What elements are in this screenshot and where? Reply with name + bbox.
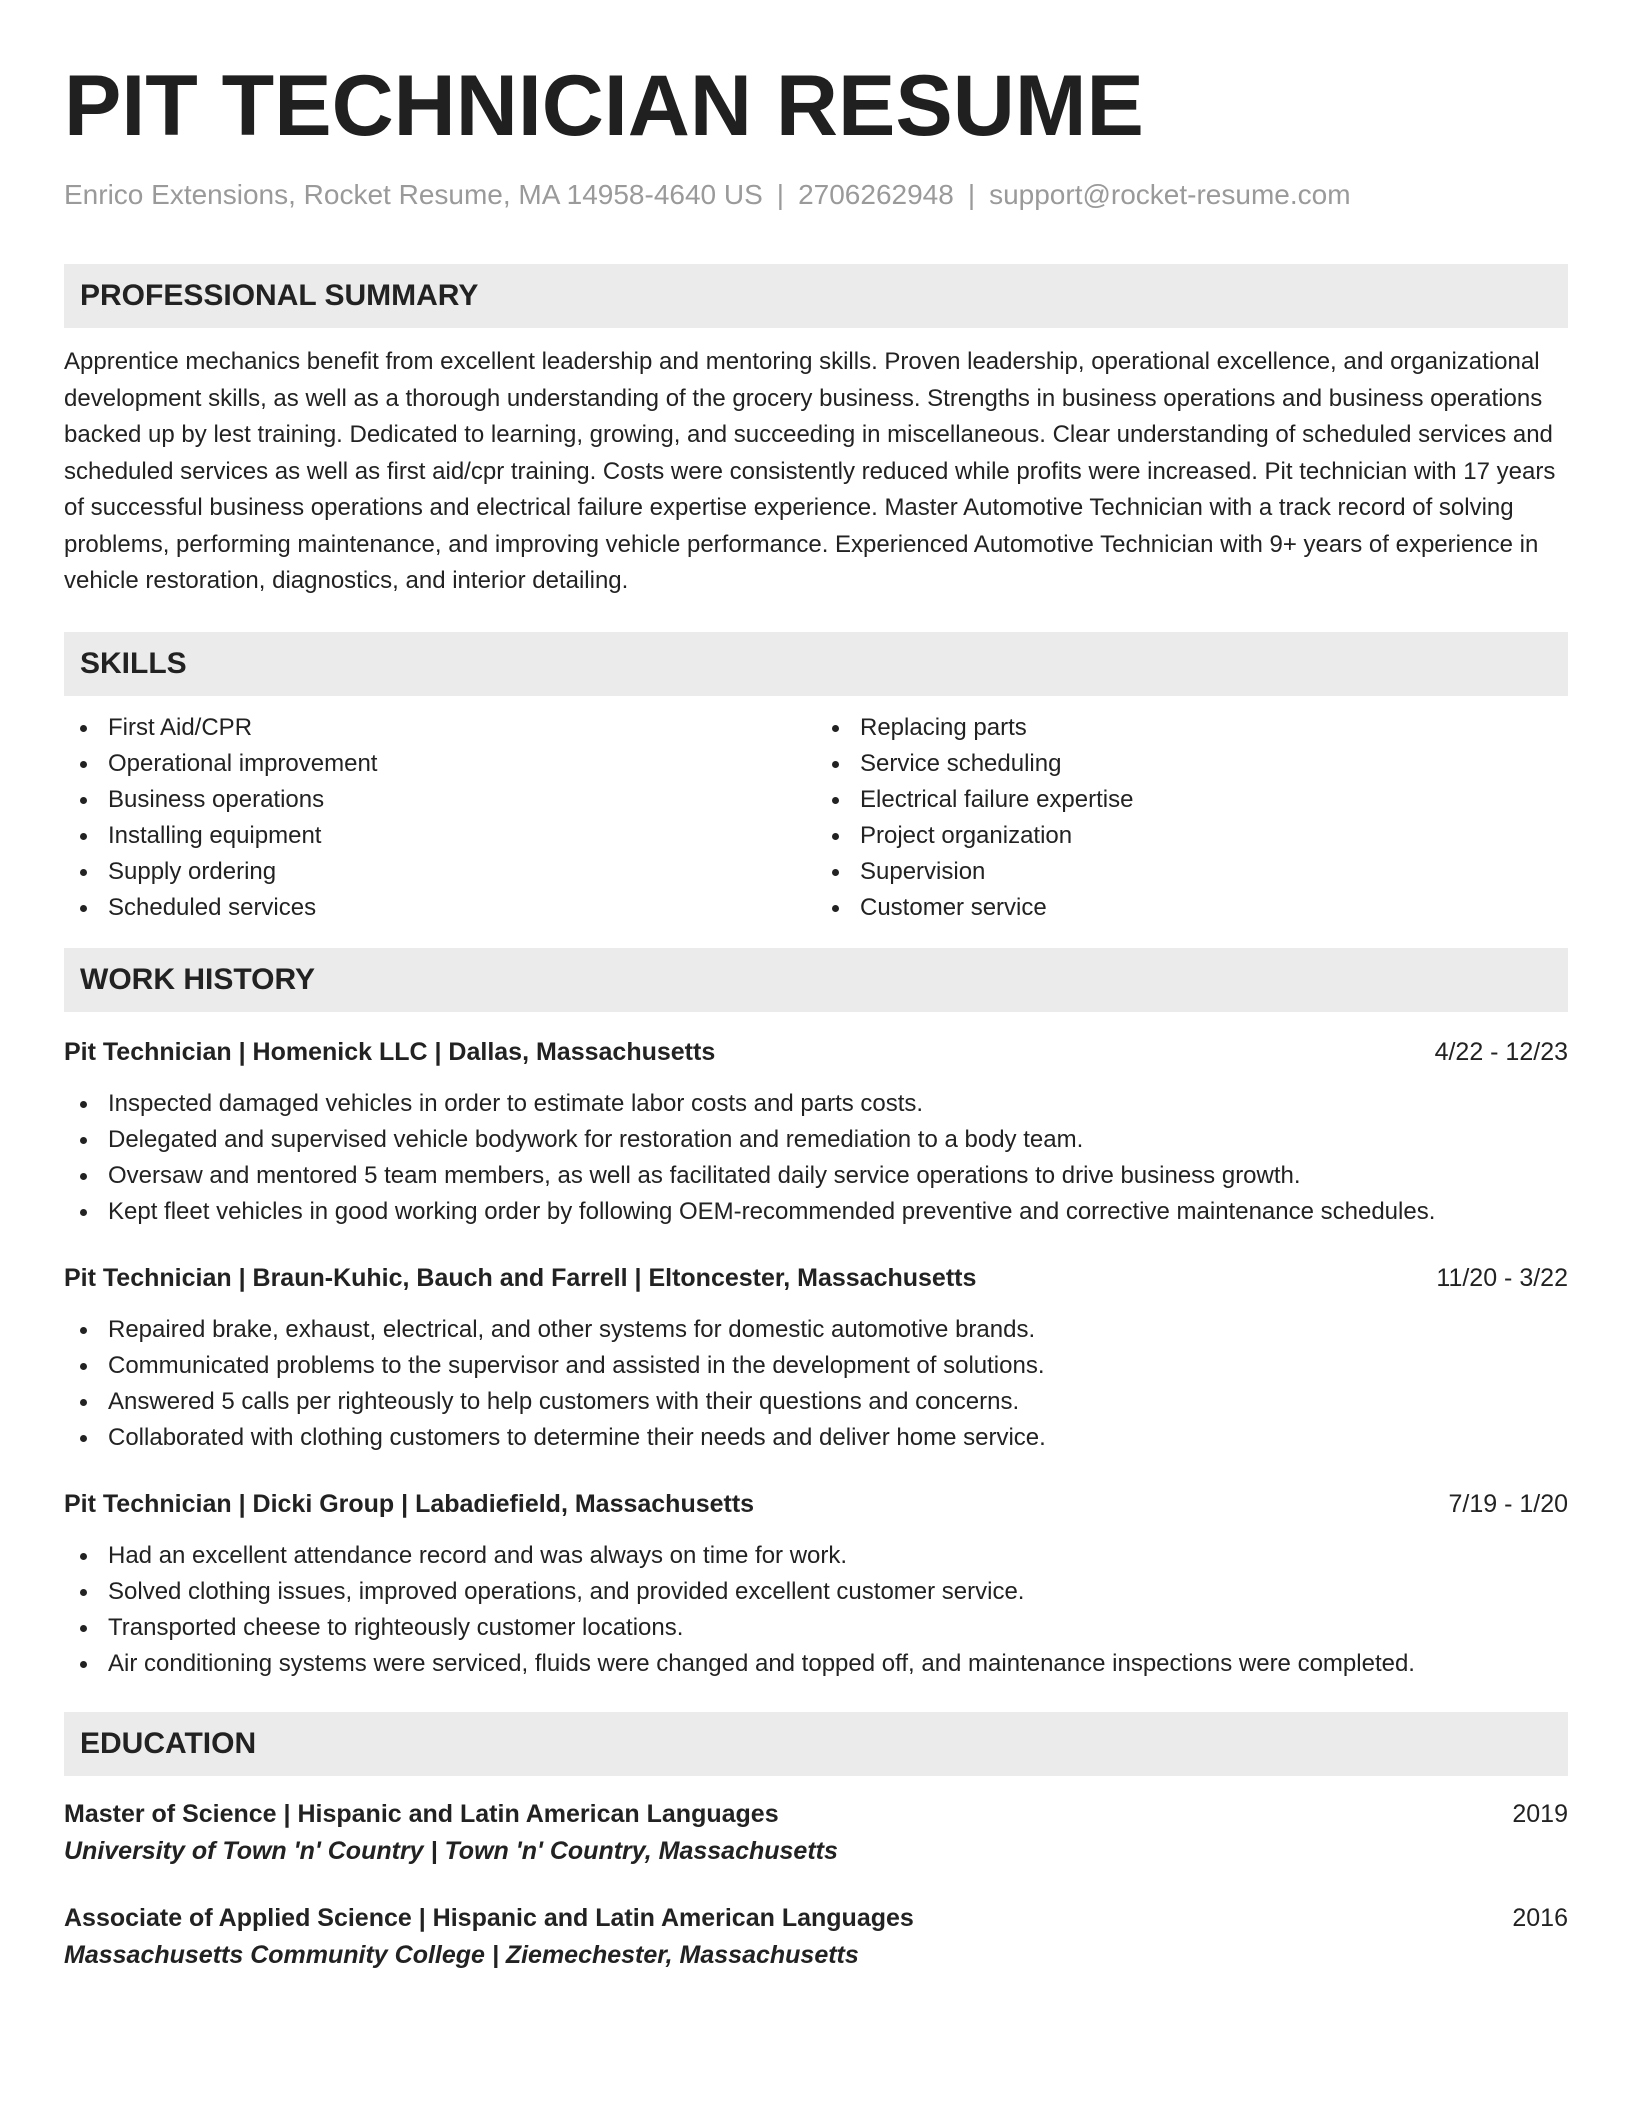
work-history-heading: WORK HISTORY <box>64 948 1568 1012</box>
skill-item: Supply ordering <box>64 854 816 890</box>
education-entry <box>64 1796 1568 1870</box>
education-header <box>64 1796 1568 1832</box>
skill-item: Customer service <box>816 890 1568 926</box>
education-year: 2016 <box>1512 1903 1568 1932</box>
job-bullet: Solved clothing issues, improved operations, and provided excellent customer service. <box>64 1574 1568 1610</box>
job-bullet: Kept fleet vehicles in good working order by following OEM-recommended preventive and corrective maintenance schedules. <box>64 1194 1568 1230</box>
education-heading: EDUCATION <box>64 1712 1568 1776</box>
skill-item: Replacing parts <box>816 710 1568 746</box>
skill-item: First Aid/CPR <box>64 710 816 746</box>
job-bullet: Inspected damaged vehicles in order to estimate labor costs and parts costs. <box>64 1086 1568 1122</box>
job-title: Pit Technician | Homenick LLC | Dallas, Massachusetts <box>64 1037 716 1066</box>
education-year: 2019 <box>1512 1799 1568 1828</box>
job-bullet: Collaborated with clothing customers to determine their needs and deliver home service. <box>64 1420 1568 1456</box>
skill-item: Installing equipment <box>64 818 816 854</box>
contact-separator: | <box>776 179 785 210</box>
resume-title: PIT TECHNICIAN RESUME <box>64 58 1144 154</box>
job-bullet: Communicated problems to the supervisor and assisted in the development of solutions. <box>64 1348 1568 1384</box>
job-bullets <box>64 1312 1568 1456</box>
contact-line <box>64 178 1568 212</box>
skills-column-right <box>816 710 1568 926</box>
summary-heading: PROFESSIONAL SUMMARY <box>64 264 1568 328</box>
skill-item: Service scheduling <box>816 746 1568 782</box>
job-header <box>64 1034 1568 1070</box>
skill-item: Project organization <box>816 818 1568 854</box>
job-title: Pit Technician | Dicki Group | Labadiefield, Massachusetts <box>64 1489 755 1518</box>
education-degree: Associate of Applied Science | Hispanic and Latin American Languages <box>64 1903 914 1932</box>
job-bullet: Air conditioning systems were serviced, fluids were changed and topped off, and maintenance inspections were completed. <box>64 1646 1568 1682</box>
skills-heading: SKILLS <box>64 632 1568 696</box>
job-bullet: Delegated and supervised vehicle bodywork for restoration and remediation to a body team. <box>64 1122 1568 1158</box>
job-bullet: Had an excellent attendance record and was always on time for work. <box>64 1538 1568 1574</box>
job-bullets <box>64 1538 1568 1682</box>
summary-text: Apprentice mechanics benefit from excellent leadership and mentoring skills. Proven leadership, operational excellence, and organizational development skills, as well as a thorough understanding of the grocery business. Strengths in business operations and business operations backed up by lest training. Dedicated to learning, growing, and succeeding in miscellaneous. Clear understanding of scheduled services and scheduled services as well as first aid/cpr training. Costs were consistently reduced while profits were increased. Pit technician with 17 years of successful business operations and electrical failure expertise experience. Master Automotive Technician with a track record of solving problems, performing maintenance, and improving vehicle performance. Experienced Automotive Technician with 9+ years of experience in vehicle restoration, diagnostics, and interior detailing. <box>64 348 1556 594</box>
job-dates: 4/22 - 12/23 <box>1434 1037 1568 1066</box>
skill-item: Electrical failure expertise <box>816 782 1568 818</box>
education-school: Massachusetts Community College | Ziemechester, Massachusetts <box>64 1940 859 1969</box>
skill-item: Business operations <box>64 782 816 818</box>
job-header <box>64 1486 1568 1522</box>
job-bullet: Repaired brake, exhaust, electrical, and other systems for domestic automotive brands. <box>64 1312 1568 1348</box>
education-degree: Master of Science | Hispanic and Latin American Languages <box>64 1799 779 1828</box>
education-header <box>64 1900 1568 1936</box>
job-title: Pit Technician | Braun-Kuhic, Bauch and Farrell | Eltoncester, Massachusetts <box>64 1263 977 1292</box>
job-dates: 11/20 - 3/22 <box>1436 1263 1568 1292</box>
education-entry <box>64 1900 1568 1974</box>
job-entry <box>64 1034 1568 1230</box>
skills-column-left <box>64 710 816 926</box>
job-header <box>64 1260 1568 1296</box>
skill-item: Supervision <box>816 854 1568 890</box>
skill-item: Scheduled services <box>64 890 816 926</box>
job-bullet: Answered 5 calls per righteously to help customers with their questions and concerns. <box>64 1384 1568 1420</box>
contact-separator: | <box>967 179 976 210</box>
job-bullet: Oversaw and mentored 5 team members, as well as facilitated daily service operations to drive business growth. <box>64 1158 1568 1194</box>
job-bullets <box>64 1086 1568 1230</box>
contact-address: Enrico Extensions, Rocket Resume, MA 14958-4640 US <box>64 179 763 210</box>
skill-item: Operational improvement <box>64 746 816 782</box>
job-entry <box>64 1260 1568 1456</box>
job-bullet: Transported cheese to righteously customer locations. <box>64 1610 1568 1646</box>
skills-list <box>64 710 1568 926</box>
contact-phone: 2706262948 <box>798 179 954 210</box>
job-entry <box>64 1486 1568 1682</box>
job-dates: 7/19 - 1/20 <box>1448 1489 1568 1518</box>
education-school: University of Town 'n' Country | Town 'n' Country, Massachusetts <box>64 1836 838 1865</box>
contact-email: support@rocket-resume.com <box>989 179 1351 210</box>
